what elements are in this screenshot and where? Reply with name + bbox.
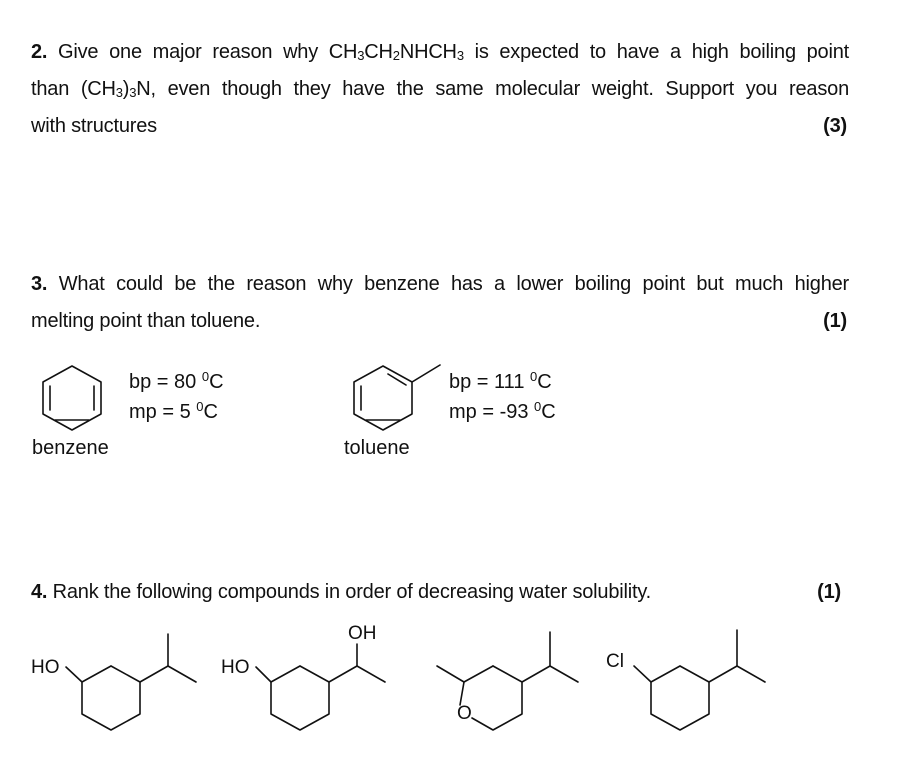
subscript: 3 xyxy=(129,85,137,100)
compound-2-oh-label: OH xyxy=(348,623,377,644)
question-2-text: than (CH xyxy=(31,78,116,100)
question-2-text: N, even though they have the same molecular weight. Support you reason xyxy=(136,78,849,100)
question-3-text: What could be the reason why benzene has a lower boiling point but much higher xyxy=(58,273,849,295)
benzene-bp: bp = 80 $^0$C xyxy=(129,369,224,393)
question-3-line-2 xyxy=(31,303,849,340)
benzene-label: benzene xyxy=(32,437,109,459)
subscript: 3 xyxy=(456,48,464,63)
question-3-number: 3. xyxy=(31,273,48,295)
question-2 xyxy=(31,34,849,145)
question-2-marks: (3) xyxy=(823,115,847,137)
compound-1-ho-label: HO xyxy=(31,657,60,678)
question-3-line-1 xyxy=(31,266,849,303)
subscript: 3 xyxy=(357,48,365,63)
question-4-text: Rank the following compounds in order of decreasing water solubility. xyxy=(52,581,652,603)
question-2-text: ) xyxy=(122,78,130,100)
question-2-text: NHCH xyxy=(399,41,457,63)
question-4 xyxy=(31,574,849,611)
question-4-number: 4. xyxy=(31,581,48,603)
question-4-marks: (1) xyxy=(817,581,841,603)
subscript: 2 xyxy=(392,48,400,63)
question-2-line-3 xyxy=(31,108,849,145)
compound-3-o-label: O xyxy=(457,703,472,724)
compound-2-ho-label: HO xyxy=(221,657,250,678)
question-3 xyxy=(31,266,849,340)
question-2-text: CH xyxy=(364,41,393,63)
subscript: 3 xyxy=(115,85,123,100)
question-2-line-1 xyxy=(31,34,849,71)
compound-4-cl-label: Cl xyxy=(606,651,624,672)
question-3-text: melting point than toluene. xyxy=(31,310,261,332)
question-2-text: with structures xyxy=(31,115,157,137)
question-4-line-1 xyxy=(31,574,849,611)
question-2-line-2 xyxy=(31,71,849,108)
benzene-mp: mp = 5 $^0$C xyxy=(129,399,218,423)
question-2-number: 2. xyxy=(31,41,48,63)
toluene-bp: bp = 111 $^0$C xyxy=(449,369,552,393)
question-2-text: is expected to have a high boiling point xyxy=(463,41,849,63)
toluene-mp: mp = -93 $^0$C xyxy=(449,399,556,423)
question-2-text: Give one major reason why CH xyxy=(58,41,358,63)
toluene-label: toluene xyxy=(344,437,410,459)
question-3-marks: (1) xyxy=(823,310,847,332)
